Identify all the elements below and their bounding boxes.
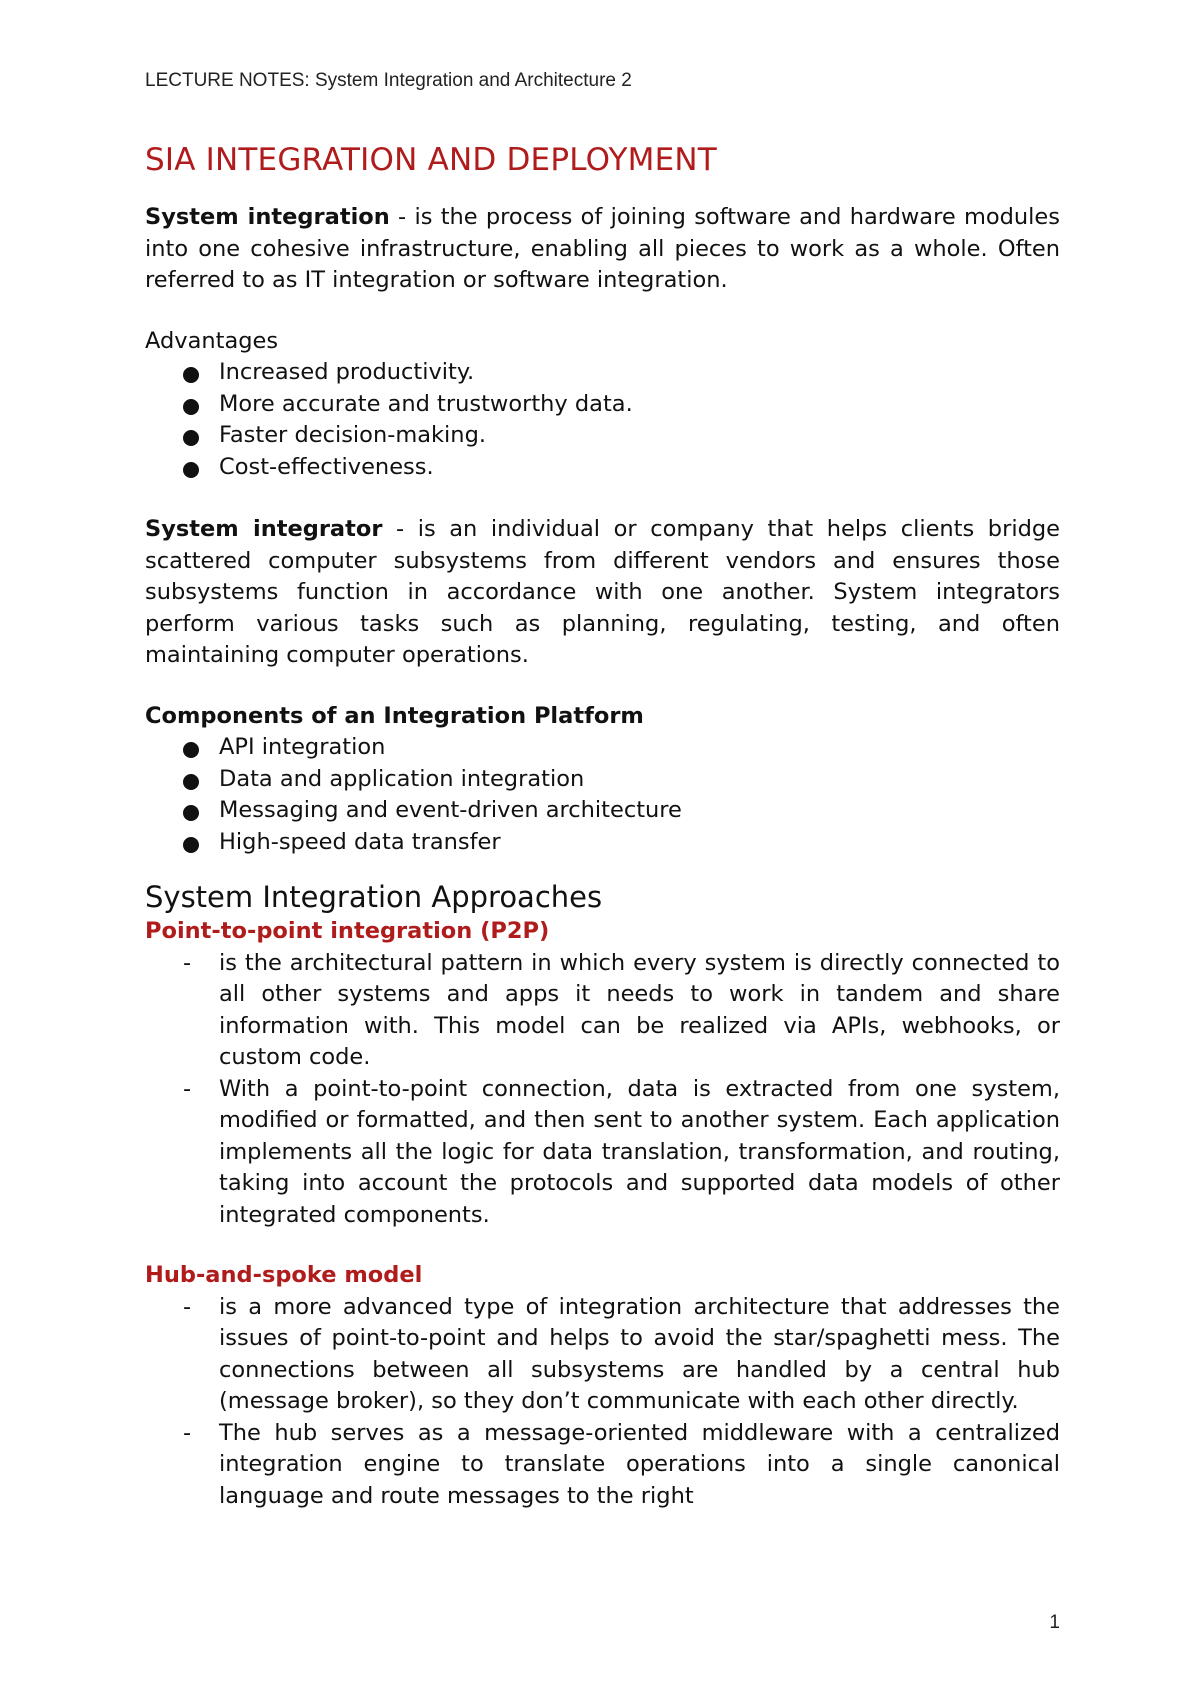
hub-heading: Hub-and-spoke model [145, 1262, 423, 1288]
p2p-list [145, 948, 1060, 1232]
components-list [145, 732, 1060, 858]
advantages-label: Advantages [145, 327, 279, 354]
bullet-icon [183, 774, 199, 790]
advantages-list [145, 357, 1060, 483]
list-item: More accurate and trustworthy data. [183, 389, 1060, 421]
list-item: API integration [183, 732, 1060, 764]
bullet-icon [183, 367, 199, 383]
page-content [145, 140, 1060, 1512]
list-item: - The hub serves as a message-oriented middleware with a centralized integration engine to translate operations into a single canonical language and route messages to the right [183, 1419, 1060, 1509]
bullet-icon [183, 837, 199, 853]
system-integrator-term: System integrator [145, 516, 383, 542]
list-item: Faster decision-making. [183, 420, 1060, 452]
dash-icon: - [183, 1075, 192, 1102]
page-number: 1 [1049, 1612, 1060, 1633]
list-item: - With a point-to-point connection, data is extracted from one system, modified or formatted, and then sent to another system. Each application implements all the logic for data translation, transformation, and routing, taking into account the protocols and supported data models of other integrated components. [183, 1075, 1060, 1228]
hub-list [145, 1292, 1060, 1513]
dash-icon: - [183, 1419, 192, 1446]
list-item: Data and application integration [183, 764, 1060, 796]
list-item: Cost-effectiveness. [183, 452, 1060, 484]
components-label: Components of an Integration Platform [145, 702, 644, 729]
list-item: - is the architectural pattern in which every system is directly connected to all other systems and apps it needs to work in tandem and share information with. This model can be realized via APIs, webhooks, or custom code. [183, 949, 1060, 1070]
running-header: LECTURE NOTES: System Integration and Architecture 2 [145, 70, 632, 91]
list-item: - is a more advanced type of integration architecture that addresses the issues of point-to-point and helps to avoid the star/spaghetti mess. The connections between all subsystems are handled by a central hub (message broker), so they don’t communicate with each other directly. [183, 1293, 1060, 1414]
system-integrator-text: - is an individual or company that helps clients bridge scattered computer subsystems from different vendors and ensures those subsystems function in accordance with one another. System integrators perform various tasks such as planning, regulating, testing, and often maintaining computer operations. [145, 516, 1060, 668]
bullet-icon [183, 805, 199, 821]
system-integration-text: - is the process of joining software and hardware modules into one cohesive infrastructure, enabling all pieces to work as a whole. Often referred to as IT integration or software integration. [145, 204, 1060, 293]
bullet-icon [183, 742, 199, 758]
p2p-heading: Point-to-point integration (P2P) [145, 918, 550, 944]
document-title: SIA INTEGRATION AND DEPLOYMENT [145, 142, 717, 178]
bullet-icon [183, 399, 199, 415]
system-integration-definition [145, 202, 1060, 297]
bullet-icon [183, 462, 199, 478]
dash-icon: - [183, 1293, 192, 1320]
list-item: High-speed data transfer [183, 827, 1060, 859]
system-integrator-definition [145, 514, 1060, 672]
bullet-icon [183, 430, 199, 446]
list-item: Increased productivity. [183, 357, 1060, 389]
list-item: Messaging and event-driven architecture [183, 795, 1060, 827]
dash-icon: - [183, 949, 192, 976]
approaches-heading: System Integration Approaches [145, 880, 603, 914]
system-integration-term: System integration [145, 204, 390, 230]
